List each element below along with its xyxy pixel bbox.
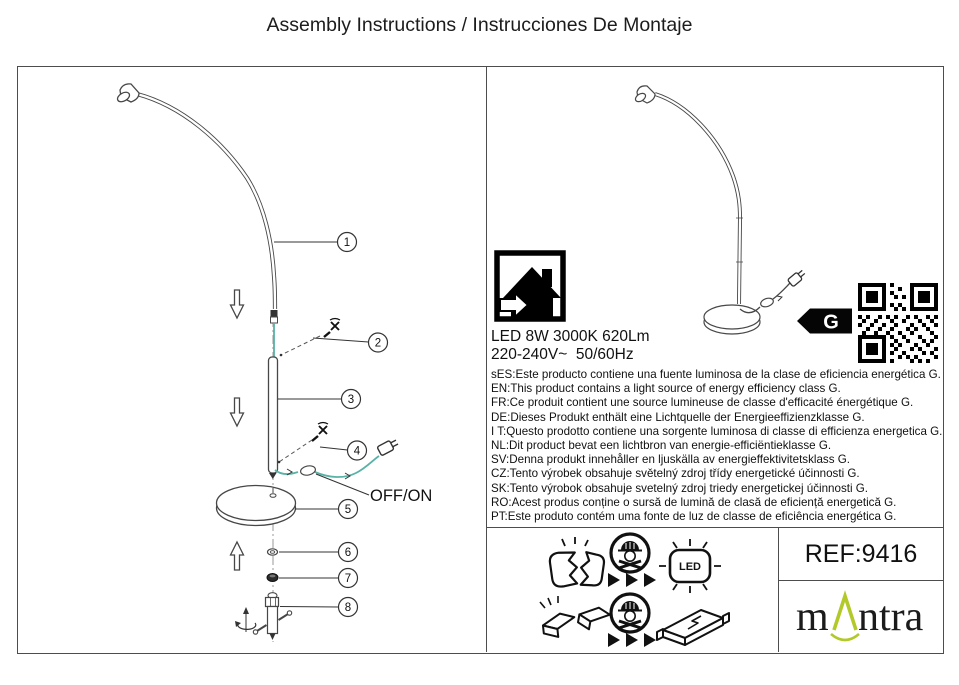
mantra-logo [794, 588, 928, 646]
callout-4 [320, 441, 367, 460]
brand-caret-icon [834, 596, 856, 630]
screw-guide-bottom [279, 440, 312, 462]
assembled-lamp-illustration [634, 86, 807, 334]
lamp-arm [137, 94, 275, 309]
svg-text:8: 8 [344, 602, 352, 614]
plug-icon [377, 438, 399, 456]
callout-6 [279, 543, 358, 562]
lamp-pole [269, 357, 278, 473]
down-arrow-icon [231, 290, 244, 318]
triple-arrow-icon [608, 633, 656, 647]
power-cord [275, 438, 399, 479]
off-on-label: OFF/ON [370, 487, 433, 505]
screw-icon-bottom [312, 423, 328, 442]
service-pictograms [487, 528, 778, 652]
technician-icon [611, 534, 649, 572]
callout-1 [274, 233, 357, 252]
pole-tip [269, 473, 277, 479]
brand-text-ntra: ntra [858, 593, 924, 640]
lang-line-sk: SK:Tento výrobok obsahuje svetelný zdroj triedy energetickej účinnosti G. [491, 481, 868, 495]
lang-line-es: sES:Este producto contiene una fuente luminosa de la clase de eficiencia energética G. [491, 368, 941, 381]
guide-dot [278, 461, 281, 464]
reference-number: REF:9416 [804, 539, 918, 568]
triple-arrow-icon [608, 573, 656, 587]
screw-guide-top [281, 336, 320, 355]
lang-line-fr: FR:Ce produit contient une source lumineuse de classe d'efficacité énergétique G. [491, 396, 914, 410]
lang-line-ro: RO:Acest produs conține o sursă de lumină de clasă de eficiență energetică G. [491, 495, 897, 509]
inline-switch [300, 465, 317, 477]
arm-joint [271, 317, 278, 323]
guide-dot [280, 354, 283, 357]
svg-text:3: 3 [347, 394, 355, 406]
page-title: Assembly Instructions / Instrucciones De Montaje [266, 14, 693, 36]
lang-line-cz: CZ:Tento výrobek obsahuje světelný zdroj třídy energetické účinnosti G. [491, 467, 860, 481]
assembly-exploded-diagram [17, 66, 486, 652]
lamp-base [217, 486, 296, 526]
broken-led-icon [549, 537, 605, 588]
washer [268, 549, 278, 555]
nut [267, 574, 278, 582]
broken-driver-icon [540, 596, 611, 638]
svg-text:6: 6 [344, 547, 352, 559]
callout-5 [295, 500, 358, 519]
svg-text:4: 4 [353, 445, 361, 458]
spec-line-2: 220-240V~ 50/60Hz [491, 346, 634, 363]
energy-class-letter: G [823, 311, 839, 334]
screw-icon-top [324, 319, 340, 338]
svg-text:7: 7 [344, 573, 352, 585]
qr-code [856, 281, 940, 365]
svg-text:2: 2 [374, 337, 382, 350]
lang-line-sv: SV:Denna produkt innehåller en ljuskälla av energieffektivitetsklass G. [491, 453, 850, 467]
svg-text:5: 5 [344, 504, 352, 516]
spec-line-1: LED 8W 3000K 620Lm [491, 328, 650, 345]
lang-line-en: EN:This product contains a light source of energy efficiency class G. [491, 382, 841, 396]
energy-class-arrow [797, 309, 852, 334]
mounting-bolt [253, 593, 291, 640]
language-statements [491, 368, 942, 524]
rotate-icon [235, 607, 256, 632]
indoor-use-house-icon [497, 253, 563, 319]
base-hole [270, 494, 276, 498]
lang-line-it: I T:Questo prodotto contiene una sorgente luminosa di classe di efficienza energetica G. [491, 424, 943, 438]
led-lamp-icon [659, 539, 721, 593]
brand-smile-icon [831, 634, 859, 640]
callout-3 [278, 390, 361, 409]
down-arrow-icon [231, 398, 244, 426]
inline-switch [760, 297, 775, 309]
brand-text-m: m [796, 593, 829, 640]
callout-7 [279, 569, 358, 588]
plug-icon [787, 269, 806, 287]
lang-line-pt: PT:Este produto contém uma fonte de luz de classe de eficiência energética G. [491, 510, 897, 524]
technician-icon [611, 594, 649, 632]
led-label: LED [679, 561, 701, 573]
lang-line-de: DE:Dieses Produkt enthält eine Lichtquelle der Energieeffizienzklasse G. [491, 410, 865, 424]
svg-text:1: 1 [343, 237, 351, 249]
brand-logo [779, 581, 943, 652]
led-driver-icon [657, 610, 729, 645]
lang-line-nl: NL:Dit product bevat een lichtbron van energie-efficiëntieklasse G. [491, 439, 832, 453]
lamp-head-icon [116, 84, 139, 104]
arm-connector [271, 310, 278, 317]
up-arrow-icon [231, 542, 244, 570]
